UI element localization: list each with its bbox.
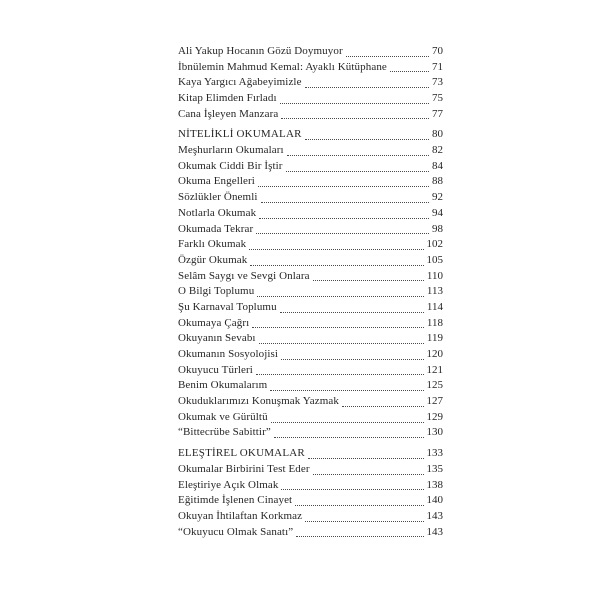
toc-entry — [178, 175, 443, 191]
dot-leader — [256, 374, 424, 375]
toc-entry-title: Sözlükler Önemli — [178, 191, 258, 204]
toc-entry-page: 133 — [426, 447, 443, 460]
toc-entry-title: ELEŞTİREL OKUMALAR — [178, 447, 305, 460]
toc-entry-title: Eğitimde İşlenen Cinayet — [178, 494, 293, 507]
toc-entry — [178, 222, 443, 238]
toc-entry-page: 121 — [426, 363, 443, 376]
toc-entry-page: 92 — [432, 191, 443, 204]
toc-entry — [178, 394, 443, 410]
dot-leader — [296, 536, 423, 537]
toc-entry-page: 71 — [432, 60, 443, 73]
toc-entry-page: 80 — [432, 128, 443, 141]
toc-entry-page: 77 — [432, 107, 443, 120]
toc-entry-title: “Bittecrübe Sabittir” — [178, 426, 271, 439]
dot-leader — [271, 422, 424, 423]
dot-leader — [259, 343, 424, 344]
toc-entry-title: Okumak Ciddi Bir İştir — [178, 159, 283, 172]
toc-entry — [178, 493, 443, 509]
dot-leader — [295, 505, 423, 506]
toc-section — [178, 446, 443, 540]
toc-entry-title: Okumanın Sosyolojisi — [178, 348, 279, 361]
toc-entry-page: 118 — [426, 316, 443, 329]
toc-entry-title: Okuduklarımızı Konuşmak Yazmak — [178, 395, 339, 408]
toc-entry — [178, 107, 443, 123]
toc-entry-page: 135 — [426, 462, 443, 475]
toc-entry — [178, 316, 443, 332]
dot-leader — [305, 521, 423, 522]
toc-entry-page: 88 — [432, 175, 443, 188]
toc-entry-page: 98 — [432, 222, 443, 235]
toc-entry-title: Kitap Elimden Fırladı — [178, 92, 277, 105]
toc-entry — [178, 284, 443, 300]
toc-entry — [178, 253, 443, 269]
toc-entry-title: Okumada Tekrar — [178, 222, 254, 235]
dot-leader — [257, 296, 424, 297]
toc-entry-page: 119 — [426, 332, 443, 345]
toc-entry — [178, 237, 443, 253]
dot-leader — [250, 265, 423, 266]
toc-entry-page: 105 — [426, 253, 443, 266]
toc-entry-title: NİTELİKLİ OKUMALAR — [178, 128, 302, 141]
toc-entry-page: 70 — [432, 44, 443, 57]
toc-entry-title: Okuyucu Türleri — [178, 363, 253, 376]
toc-entry-page: 127 — [426, 395, 443, 408]
dot-leader — [249, 249, 423, 250]
toc-entry-title: Meşhurların Okumaları — [178, 144, 284, 157]
toc-entry — [178, 525, 443, 541]
toc-entry-title: Okumak ve Gürültü — [178, 410, 268, 423]
dot-leader — [346, 56, 429, 57]
dot-leader — [287, 155, 429, 156]
toc-entry — [178, 347, 443, 363]
toc-entry-page: 138 — [426, 478, 443, 491]
toc-entry-title: “Okuyucu Olmak Sanatı” — [178, 525, 294, 538]
dot-leader — [281, 118, 429, 119]
toc-entry-title: Ali Yakup Hocanın Gözü Doymuyor — [178, 44, 343, 57]
toc-entry-page: 143 — [426, 509, 443, 522]
toc-entry-page: 113 — [426, 285, 443, 298]
dot-leader — [259, 218, 429, 219]
dot-leader — [313, 280, 424, 281]
dot-leader — [308, 458, 424, 459]
dot-leader — [286, 171, 429, 172]
toc-entry — [178, 410, 443, 426]
toc-entry-title: Okuma Engelleri — [178, 175, 255, 188]
toc-entry-page: 143 — [426, 525, 443, 538]
dot-leader — [252, 327, 424, 328]
dot-leader — [342, 406, 424, 407]
toc-entry-title: Eleştiriye Açık Olmak — [178, 478, 279, 491]
dot-leader — [256, 233, 429, 234]
dot-leader — [274, 437, 424, 438]
toc-entry-page: 75 — [432, 92, 443, 105]
toc-entry-page: 114 — [426, 300, 443, 313]
toc-entry — [178, 159, 443, 175]
toc-section-header — [178, 127, 443, 143]
toc-entry-title: O Bilgi Toplumu — [178, 285, 255, 298]
toc-section-header — [178, 446, 443, 462]
dot-leader — [281, 489, 423, 490]
toc-entry-title: Notlarla Okumak — [178, 206, 257, 219]
toc-entry — [178, 363, 443, 379]
dot-leader — [281, 359, 423, 360]
toc-entry-title: Okuyanın Sevabı — [178, 332, 256, 345]
dot-leader — [305, 139, 429, 140]
toc-entry-page: 82 — [432, 144, 443, 157]
toc-entry-title: Şu Karnaval Toplumu — [178, 300, 277, 313]
toc-entry — [178, 509, 443, 525]
toc-entry-page: 73 — [432, 76, 443, 89]
dot-leader — [261, 202, 429, 203]
toc-entry — [178, 143, 443, 159]
toc-entry-page: 110 — [426, 269, 443, 282]
toc-entry — [178, 60, 443, 76]
toc-entry-title: Cana İşleyen Manzara — [178, 107, 279, 120]
toc-entry-page: 130 — [426, 426, 443, 439]
dot-leader — [313, 474, 424, 475]
dot-leader — [390, 71, 429, 72]
toc-entry — [178, 44, 443, 60]
toc-entry-page: 94 — [432, 206, 443, 219]
toc-section — [178, 127, 443, 441]
toc-section — [178, 44, 443, 122]
dot-leader — [270, 390, 423, 391]
toc-entry — [178, 91, 443, 107]
toc-entry-page: 140 — [426, 494, 443, 507]
toc-entry — [178, 75, 443, 91]
toc-entry-title: Okumaya Çağrı — [178, 316, 250, 329]
dot-leader — [305, 87, 429, 88]
toc-entry-title: İbnülemin Mahmud Kemal: Ayaklı Kütüphane — [178, 60, 387, 73]
toc-entry-title: Kaya Yargıcı Ağabeyimizle — [178, 76, 302, 89]
toc-entry-title: Okumalar Birbirini Test Eder — [178, 462, 310, 475]
dot-leader — [280, 103, 429, 104]
toc-entry — [178, 478, 443, 494]
toc-entry — [178, 190, 443, 206]
toc-entry-title: Okuyan İhtilaftan Korkmaz — [178, 509, 303, 522]
toc-entry — [178, 300, 443, 316]
toc-entry-page: 120 — [426, 348, 443, 361]
dot-leader — [258, 186, 429, 187]
toc-entry-page: 102 — [426, 238, 443, 251]
toc-entry-page: 129 — [426, 410, 443, 423]
toc-entry-page: 125 — [426, 379, 443, 392]
toc-entry — [178, 426, 443, 442]
toc-entry-title: Farklı Okumak — [178, 238, 247, 251]
toc-entry-title: Benim Okumalarım — [178, 379, 268, 392]
toc-entry — [178, 462, 443, 478]
toc-entry — [178, 378, 443, 394]
toc-list — [178, 44, 443, 540]
toc-entry-title: Selâm Saygı ve Sevgi Onlara — [178, 269, 310, 282]
toc-entry — [178, 206, 443, 222]
toc-entry-title: Özgür Okumak — [178, 253, 248, 266]
toc-entry — [178, 331, 443, 347]
toc-entry-page: 84 — [432, 159, 443, 172]
toc-entry — [178, 269, 443, 285]
dot-leader — [280, 312, 424, 313]
